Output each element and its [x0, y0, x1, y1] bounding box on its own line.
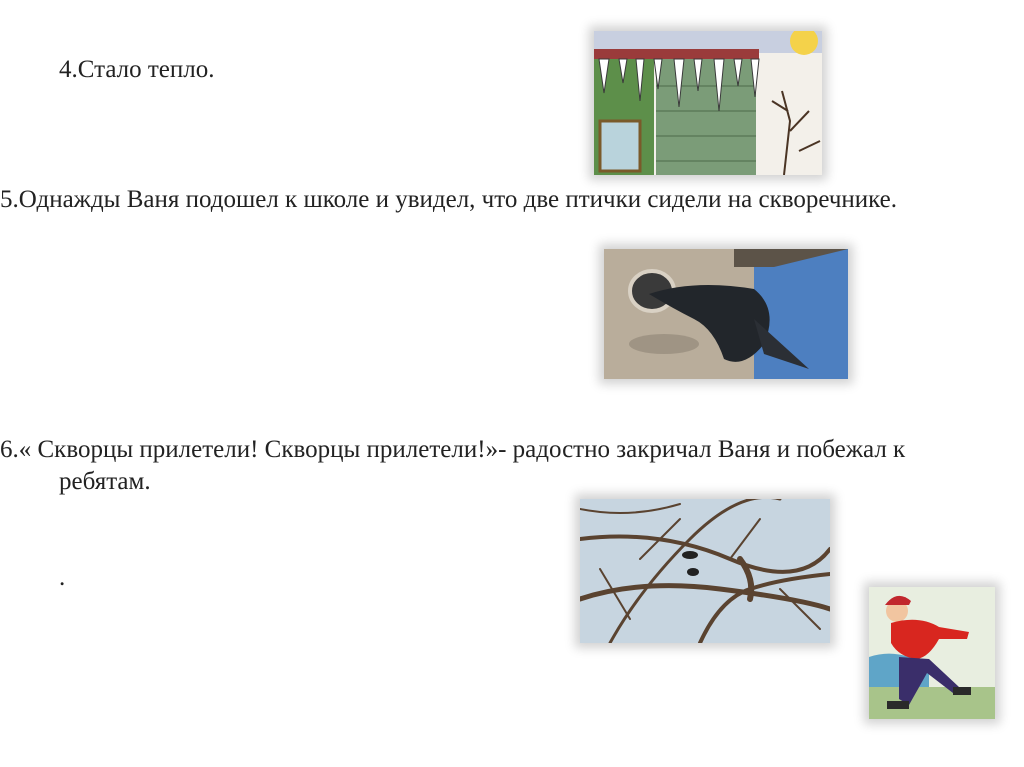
item-4-text: 4.Стало тепло. [59, 56, 215, 83]
item-6-text: 6.« Скворцы прилетели! Скворцы прилетели!»- радостно закричал Ваня и побежал к ребятам. [0, 436, 906, 495]
item-5-text: 5.Однажды Ваня подошел к школе и увидел, что две птички сидели на скворечнике. [0, 186, 898, 213]
running-boy-illustration [869, 587, 995, 719]
icicles-roof-illustration [594, 31, 822, 175]
starlings-in-branches-photo [580, 499, 830, 643]
icicles-roof-drawing [594, 31, 822, 175]
branches-drawing [580, 499, 830, 643]
starling-birdhouse-drawing [604, 249, 848, 379]
running-boy-drawing [869, 587, 995, 719]
trailing-dot: . [59, 564, 66, 591]
starling-at-birdhouse-photo [604, 249, 848, 379]
